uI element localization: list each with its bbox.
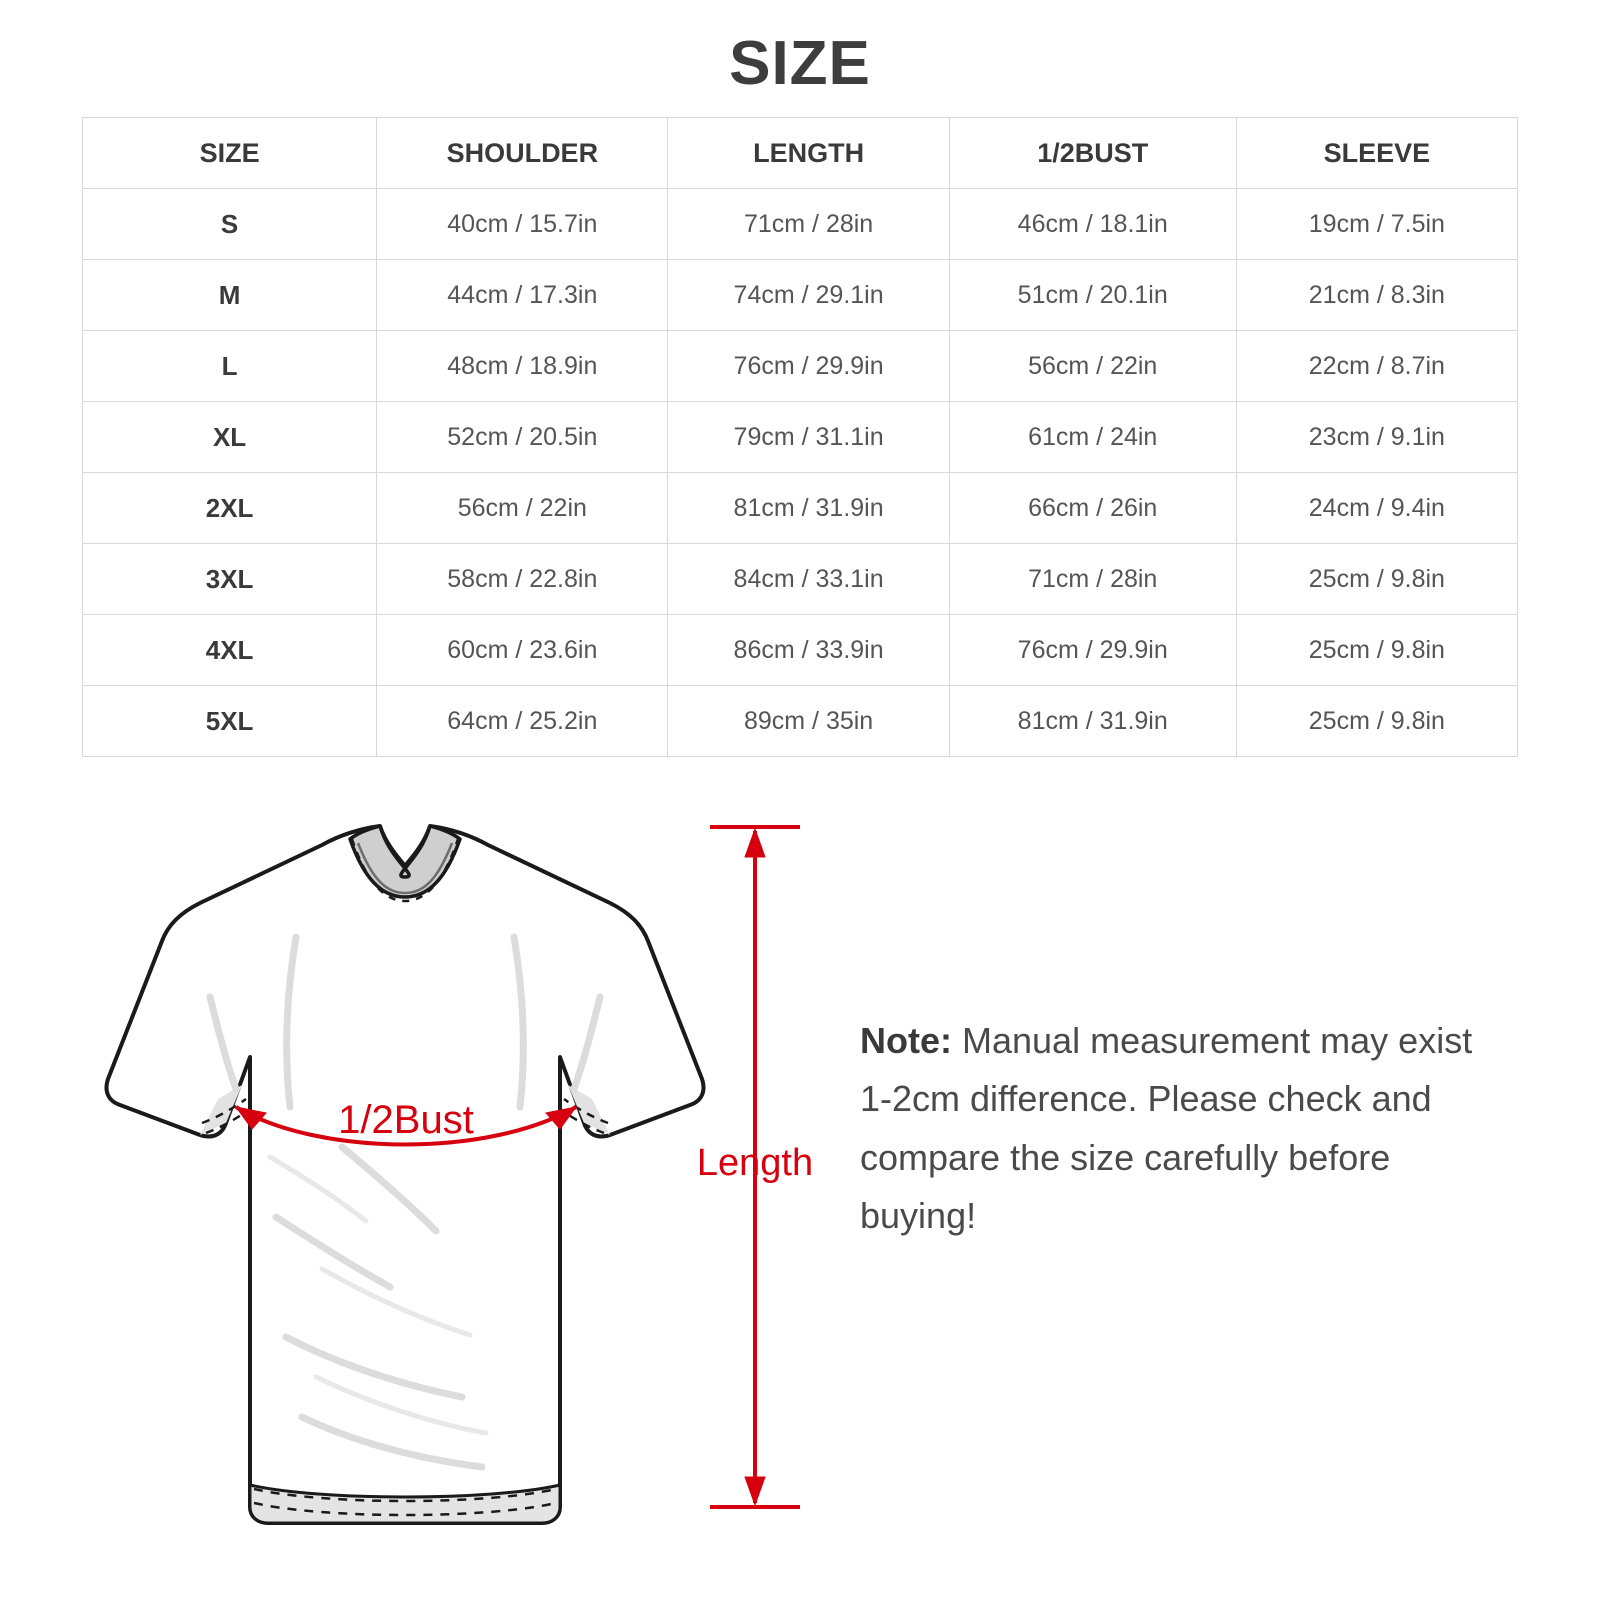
note-text <box>860 1012 1500 1245</box>
cell-length: 74cm / 29.1in <box>668 260 949 331</box>
cell-size: 4XL <box>83 615 377 686</box>
cell-shoulder: 52cm / 20.5in <box>377 402 668 473</box>
cell-halfbust: 46cm / 18.1in <box>949 189 1236 260</box>
cell-length: 89cm / 35in <box>668 686 949 757</box>
table-row <box>83 473 1518 544</box>
cell-sleeve: 22cm / 8.7in <box>1236 331 1517 402</box>
cell-sleeve: 21cm / 8.3in <box>1236 260 1517 331</box>
cell-halfbust: 51cm / 20.1in <box>949 260 1236 331</box>
tshirt-illustration <box>90 817 720 1537</box>
size-table-container <box>0 117 1600 757</box>
cell-sleeve: 25cm / 9.8in <box>1236 544 1517 615</box>
note-body: Manual measurement may exist 1-2cm difference. Please check and compare the size carefully before buying! <box>860 1020 1473 1236</box>
cell-sleeve: 25cm / 9.8in <box>1236 615 1517 686</box>
cell-sleeve: 23cm / 9.1in <box>1236 402 1517 473</box>
length-measure <box>690 817 820 1537</box>
column-header-sleeve: SLEEVE <box>1236 118 1517 189</box>
cell-shoulder: 58cm / 22.8in <box>377 544 668 615</box>
cell-size: XL <box>83 402 377 473</box>
cell-length: 71cm / 28in <box>668 189 949 260</box>
length-label-text: Length <box>696 1142 814 1184</box>
cell-halfbust: 81cm / 31.9in <box>949 686 1236 757</box>
cell-shoulder: 64cm / 25.2in <box>377 686 668 757</box>
cell-shoulder: 56cm / 22in <box>377 473 668 544</box>
cell-shoulder: 44cm / 17.3in <box>377 260 668 331</box>
cell-length: 76cm / 29.9in <box>668 331 949 402</box>
table-header-row <box>83 118 1518 189</box>
cell-length: 79cm / 31.1in <box>668 402 949 473</box>
column-header-length: LENGTH <box>668 118 949 189</box>
cell-length: 84cm / 33.1in <box>668 544 949 615</box>
cell-length: 86cm / 33.9in <box>668 615 949 686</box>
page-title: SIZE <box>729 29 871 98</box>
column-header-size: SIZE <box>83 118 377 189</box>
table-row <box>83 686 1518 757</box>
cell-size: S <box>83 189 377 260</box>
note-label: Note: <box>860 1020 952 1061</box>
cell-size: 3XL <box>83 544 377 615</box>
column-header-shoulder: SHOULDER <box>377 118 668 189</box>
cell-sleeve: 24cm / 9.4in <box>1236 473 1517 544</box>
table-row <box>83 260 1518 331</box>
cell-halfbust: 71cm / 28in <box>949 544 1236 615</box>
cell-size: 5XL <box>83 686 377 757</box>
cell-length: 81cm / 31.9in <box>668 473 949 544</box>
cell-halfbust: 61cm / 24in <box>949 402 1236 473</box>
cell-size: L <box>83 331 377 402</box>
table-row <box>83 189 1518 260</box>
column-header-halfbust: 1/2BUST <box>949 118 1236 189</box>
cell-shoulder: 60cm / 23.6in <box>377 615 668 686</box>
cell-halfbust: 56cm / 22in <box>949 331 1236 402</box>
measurement-diagram <box>0 817 1600 1577</box>
size-chart-table <box>82 117 1518 757</box>
cell-sleeve: 19cm / 7.5in <box>1236 189 1517 260</box>
cell-shoulder: 40cm / 15.7in <box>377 189 668 260</box>
cell-sleeve: 25cm / 9.8in <box>1236 686 1517 757</box>
cell-shoulder: 48cm / 18.9in <box>377 331 668 402</box>
table-row <box>83 402 1518 473</box>
table-row <box>83 544 1518 615</box>
cell-size: 2XL <box>83 473 377 544</box>
table-row <box>83 615 1518 686</box>
cell-halfbust: 76cm / 29.9in <box>949 615 1236 686</box>
cell-size: M <box>83 260 377 331</box>
bust-label-text: 1/2Bust <box>338 1098 474 1142</box>
table-row <box>83 331 1518 402</box>
cell-halfbust: 66cm / 26in <box>949 473 1236 544</box>
